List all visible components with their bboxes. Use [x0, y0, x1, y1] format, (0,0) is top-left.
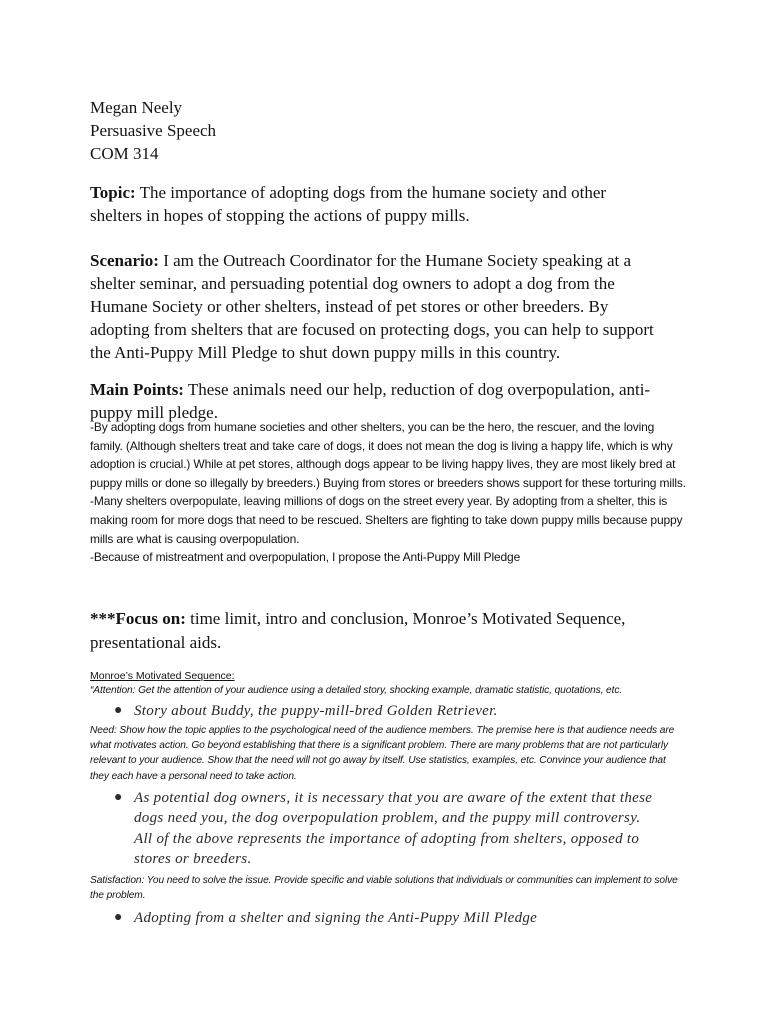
need-bullet-text: As potential dog owners, it is necessary that you are aware of the extent that these dogs need you, the dog overpopulation problem, and the puppy mill controversy. All of the above represents the importance of adopting from shelters, opposed to stores or breeders.	[134, 789, 653, 868]
satisfaction-bullet-text: Adopting from a shelter and signing the Anti-Puppy Mill Pledge	[134, 909, 538, 926]
bullet-icon: ●	[114, 909, 123, 925]
attention-description: “Attention: Get the attention of your audience using a detailed story, shocking example, dramatic statistic, quotations, etc.	[90, 685, 623, 696]
assignment-title: Persuasive Speech	[90, 121, 217, 140]
course-code: COM 314	[90, 144, 159, 163]
attention-bullet-text: Story about Buddy, the puppy-mill-bred Golden Retriever.	[134, 703, 498, 720]
scenario-paragraph	[90, 249, 665, 364]
scenario-label: Scenario:	[90, 251, 159, 270]
monroe-section	[90, 670, 680, 928]
topic-label: Topic:	[90, 183, 136, 202]
attention-bullet	[90, 701, 680, 722]
monroe-title: Monroe’s Motivated Sequence:	[90, 670, 235, 682]
bullet-icon: ●	[114, 789, 123, 805]
author-name: Megan Neely	[90, 98, 183, 117]
main-points-list	[90, 418, 688, 567]
topic-text: The importance of adopting dogs from the humane society and other shelters in hopes of stopping the actions of puppy mills.	[90, 183, 607, 225]
document-header	[90, 96, 216, 165]
satisfaction-bullet	[90, 908, 680, 929]
topic-paragraph	[90, 181, 650, 227]
focus-text: time limit, intro and conclusion, Monroe’s Motivated Sequence, presentational aids.	[90, 609, 626, 652]
main-points-label: Main Points:	[90, 380, 184, 399]
focus-label: ***Focus on:	[90, 609, 186, 628]
main-point-item: -Because of mistreatment and overpopulation, I propose the Anti-Puppy Mill Pledge	[90, 550, 521, 565]
main-points-text: These animals need our help, reduction of dog overpopulation, anti- puppy mill pledge.	[90, 380, 651, 422]
scenario-text: I am the Outreach Coordinator for the Humane Society speaking at a shelter seminar, and persuading potential dog owners to adopt a dog from the Humane Society or other shelters, instead of pet stores or other breeders. By adopting from shelters that are focused on protecting dogs, you can help to support the Anti-Puppy Mill Pledge to shut down puppy mills in this country.	[90, 251, 654, 362]
focus-paragraph	[90, 607, 690, 655]
bullet-icon: ●	[114, 703, 123, 719]
main-point-item: -Many shelters overpopulate, leaving millions of dogs on the street every year. By adopting from a shelter, this is making room for more dogs that need to be rescued. Shelters are fighting to take down puppy mills because puppy mills are what is causing overpopulation.	[90, 494, 683, 546]
satisfaction-description: Satisfaction: You need to solve the issue. Provide specific and viable solutions that individuals or communities can implement to solve the problem.	[90, 874, 678, 902]
main-point-item: -By adopting dogs from humane societies and other shelters, you can be the hero, the rescuer, and the loving family. (Although shelters treat and take care of dogs, it does not mean the dog is living a happy life, which is why adoption is crucial.) While at pet stores, although dogs appear to be living happy lives, they are most likely bred at puppy mills or done so illegally by breeders.) Buying from stores or breeders shows support for these torturing mills.	[90, 420, 686, 490]
need-bullet	[90, 788, 654, 870]
need-description: Need: Show how the topic applies to the psychological need of the audience members. The premise here is that audience needs are what motivates action. Go beyond establishing that there is a significant problem. There are many problems that are not particularly relevant to your audience. Show that the need will not go away by itself. Use statistics, examples, etc. Convince your audience that they each have a personal need to take action.	[90, 724, 675, 782]
